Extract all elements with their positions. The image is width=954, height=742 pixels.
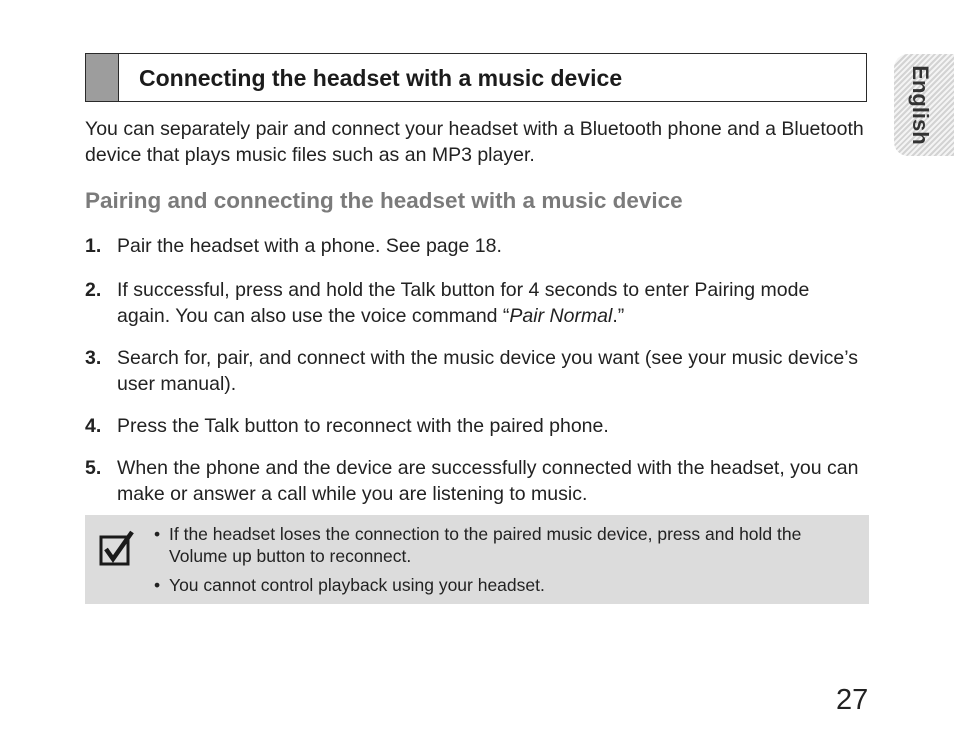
step-text — [117, 277, 865, 329]
voice-command: Pair Normal — [509, 305, 613, 327]
note-item: • You cannot control playback using your headset. — [154, 574, 854, 596]
language-tab-label: English — [908, 65, 933, 145]
step-5 — [85, 455, 865, 507]
step-text-part: If successful, press and hold the Talk button for 4 seconds to enter Pairing mode again. You can also use the voice command “ — [117, 279, 810, 327]
note-box — [85, 515, 869, 604]
step-text: When the phone and the device are successfully connected with the headset, you can make or answer a call while you are listening to music. — [117, 457, 859, 505]
note-list — [154, 523, 854, 596]
step-text: Search for, pair, and connect with the music device you want (see your music device’s user manual). — [117, 347, 859, 395]
title-accent-block — [86, 54, 119, 101]
section-title: Connecting the headset with a music device — [139, 65, 623, 91]
section-title-bar — [85, 53, 867, 102]
step-1 — [85, 233, 865, 259]
language-tab — [894, 54, 954, 156]
subheading: Pairing and connecting the headset with a music device — [85, 188, 683, 213]
step-2 — [85, 277, 865, 329]
step-text: Pair the headset with a phone. See page 18. — [117, 235, 502, 257]
step-text-part: .” — [612, 305, 625, 327]
page-number: 27 — [836, 684, 869, 716]
intro-paragraph: You can separately pair and connect your headset with a Bluetooth phone and a Bluetooth device that plays music files such as an MP3 player. — [85, 118, 864, 166]
step-text: Press the Talk button to reconnect with the paired phone. — [117, 415, 609, 437]
step-number: 5. — [85, 457, 102, 479]
checkbox-check-icon — [98, 530, 136, 568]
step-3 — [85, 345, 865, 397]
step-number: 3. — [85, 347, 102, 369]
step-4 — [85, 413, 865, 439]
step-number: 2. — [85, 279, 102, 301]
step-number: 4. — [85, 415, 102, 437]
note-item: • If the headset loses the connection to the paired music device, press and hold the Volume up button to reconnect. — [154, 523, 854, 567]
step-number: 1. — [85, 235, 102, 257]
